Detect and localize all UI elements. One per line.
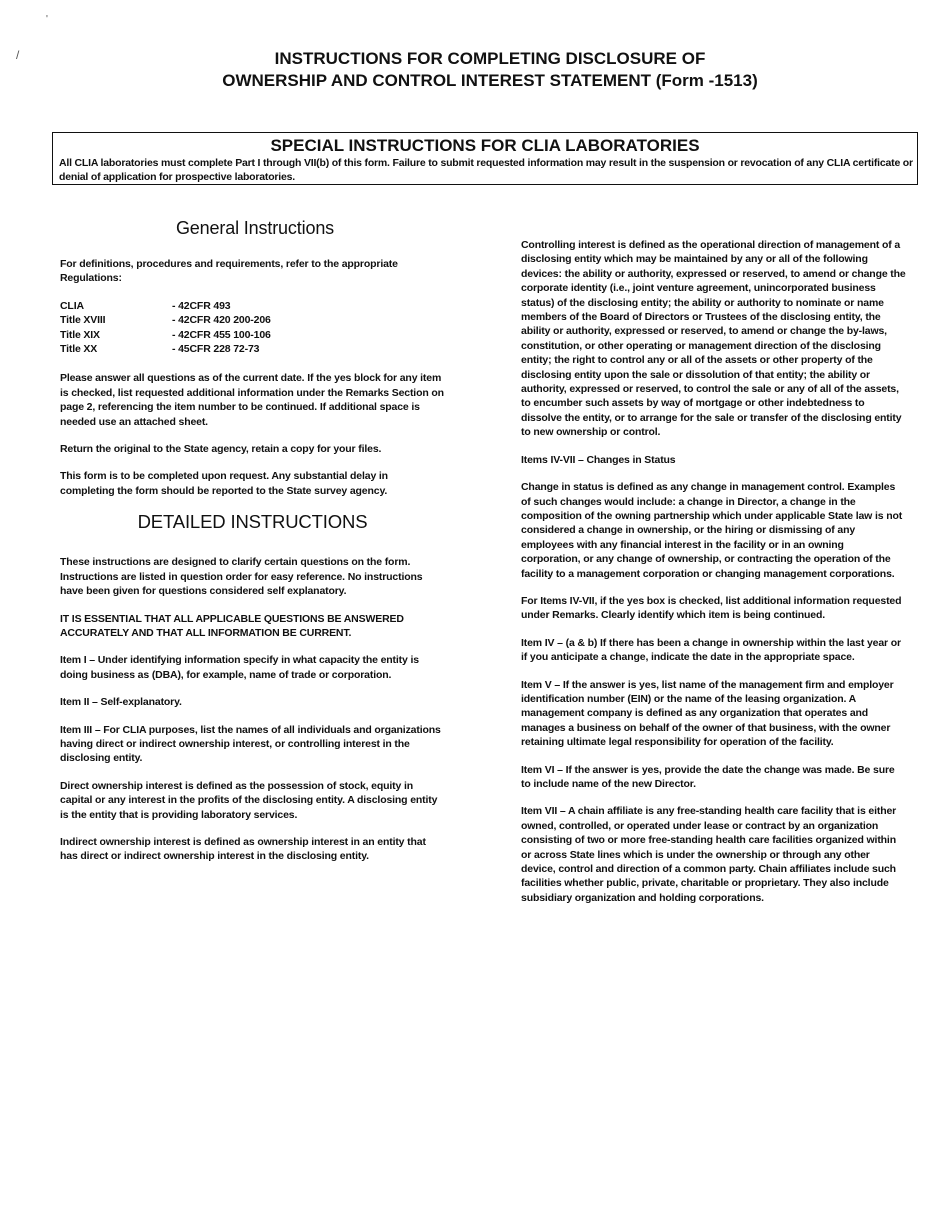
item-2-instruction: Item II – Self-explanatory. bbox=[60, 696, 182, 709]
regulation-name: Title XX bbox=[60, 343, 98, 356]
controlling-interest-definition: Controlling interest is defined as the operational direction of management of a disclosing entity which may be maintained by any or all of the following devices: the ability or authority, expressed or reserved, to amend or change the corporate identity (i.e., joint venture agreement, unincorporated business status) of the disclosing entity; the ability or authority to nominate or name members of the Board of Directors or Trustees of the disclosing entity, the ability or authority, expressed or reserved, to amend or change the by-laws, constitution, or other operating or management direction of the disclosing entity; the right to control any or all of the assets or other property of the disclosing entity upon the sale or dissolution of that entity; the ability or authority, expressed or reserved, to control the sale or any of all of the assets, to encumber such assets by way of mortgage or other indebtedness to dissolve the entity, or to arrange for the sale or transfer of the disclosing entity to new ownership or control. bbox=[521, 239, 906, 439]
item-6-instruction: Item VI – If the answer is yes, provide the date the change was made. Be sure to include name of the new Director. bbox=[521, 763, 895, 790]
special-instructions-text: All CLIA laboratories must complete Part I through VII(b) of this form. Failure to submit requested information may result in the suspension or revocation of any CLIA certificate or denial of application for prospective laboratories. bbox=[59, 157, 913, 183]
item-7-instruction: Item VII – A chain affiliate is any free-standing health care facility that is either owned, controlled, or operated under lease or contract by an organization consisting of two or more free-standing health care facilities organized within or across State lines which is under the ownership or through any other device, control and direction of a common party. Chain affiliates include such facilities whether public, private, charitable or proprietary. They also include subsidiary organization and holding corporations. bbox=[521, 805, 897, 904]
regulation-name: CLIA bbox=[60, 299, 84, 312]
special-instructions-box bbox=[52, 132, 918, 185]
indirect-ownership-definition: Indirect ownership interest is defined as ownership interest in an entity that has direct or indirect ownership interest in the disclosing entity. bbox=[60, 835, 426, 863]
scan-mark: ' bbox=[46, 14, 48, 25]
regulation-name: Title XVIII bbox=[60, 314, 106, 327]
page-title-line-1: INSTRUCTIONS FOR COMPLETING DISCLOSURE OF bbox=[274, 49, 706, 68]
direct-ownership-definition: Direct ownership interest is defined as the possession of stock, equity in capital or any interest in the profits of the disclosing entity. A disclosing entity is the entity that is providing laboratory services. bbox=[60, 779, 438, 821]
items-iv-vii-instruction: For Items IV-VII, if the yes box is checked, list additional information requested under Remarks. Clearly identify which item is being continued. bbox=[521, 594, 902, 622]
item-3-instruction: Item III – For CLIA purposes, list the names of all individuals and organizations having direct or indirect ownership interest, or controlling interest in the disclosing entity. bbox=[60, 723, 441, 765]
detailed-essential-note: IT IS ESSENTIAL THAT ALL APPLICABLE QUESTIONS BE ANSWERED ACCURATELY AND THAT ALL INFORMATION BE CURRENT. bbox=[60, 612, 404, 639]
detailed-instructions-heading: DETAILED INSTRUCTIONS bbox=[137, 511, 368, 533]
regulation-row bbox=[60, 299, 445, 313]
page-title bbox=[60, 48, 920, 92]
items-iv-vii-heading: Items IV-VII – Changes in Status bbox=[521, 453, 676, 466]
page-title-line-2: OWNERSHIP AND CONTROL INTEREST STATEMENT (Form -1513) bbox=[222, 71, 758, 90]
regulation-cite: - 42CFR 455 100-106 bbox=[172, 328, 271, 341]
left-column bbox=[60, 217, 445, 877]
regulation-cite: - 42CFR 420 200-206 bbox=[172, 314, 271, 327]
regulation-row bbox=[60, 328, 445, 342]
regulations-list bbox=[60, 299, 445, 357]
item-1-instruction: Item I – Under identifying information specify in what capacity the entity is doing business as (DBA), for example, name of trade or corporation. bbox=[60, 654, 419, 681]
general-paragraph-return: Return the original to the State agency, retain a copy for your files. bbox=[60, 443, 382, 456]
item-5-instruction: Item V – If the answer is yes, list name of the management firm and employer identification number (EIN) or the name of the leasing organization. A management company is defined as any organization that operates and manages a business on behalf of the owner of that business, with the owner retaining ultimate legal responsibility for operation of the facility. bbox=[521, 678, 894, 749]
detailed-intro: These instructions are designed to clarify certain questions on the form. Instructions are listed in question order for easy reference. No instructions have been given for questions considered self explanatory. bbox=[60, 556, 423, 598]
item-4-instruction: Item IV – (a & b) If there has been a change in ownership within the last year or if you anticipate a change, indicate the date in the appropriate space. bbox=[521, 636, 901, 664]
change-in-status-definition: Change in status is defined as any change in management control. Examples of such changes would include: a change in Director, a change in the composition of the owning partnership which under applicable State law is not considered a change in ownership, or the hiring or dismissing of any employees with any financial interest in the facility or in an owning corporation, or any change of ownership, or contracting the operation of the facility to a management corporation or changing management corporations. bbox=[521, 481, 903, 580]
regulation-name: Title XIX bbox=[60, 328, 100, 341]
general-intro: For definitions, procedures and requirements, refer to the appropriate Regulations: bbox=[60, 258, 398, 285]
right-column bbox=[521, 238, 906, 918]
general-paragraph-current-date: Please answer all questions as of the current date. If the yes block for any item is checked, list requested additional information under the Remarks Section on page 2, referencing the item number to be continued. If additional space is needed use an attached sheet. bbox=[60, 372, 444, 428]
regulation-row bbox=[60, 342, 445, 356]
scan-mark: / bbox=[16, 48, 20, 62]
regulation-row bbox=[60, 313, 445, 327]
regulation-cite: - 45CFR 228 72-73 bbox=[172, 343, 260, 356]
general-paragraph-request: This form is to be completed upon request. Any substantial delay in completing the form should be reported to the State survey agency. bbox=[60, 470, 388, 497]
special-instructions-heading: SPECIAL INSTRUCTIONS FOR CLIA LABORATORIES bbox=[270, 136, 700, 155]
regulation-cite: - 42CFR 493 bbox=[172, 299, 231, 312]
general-instructions-heading: General Instructions bbox=[175, 218, 335, 238]
